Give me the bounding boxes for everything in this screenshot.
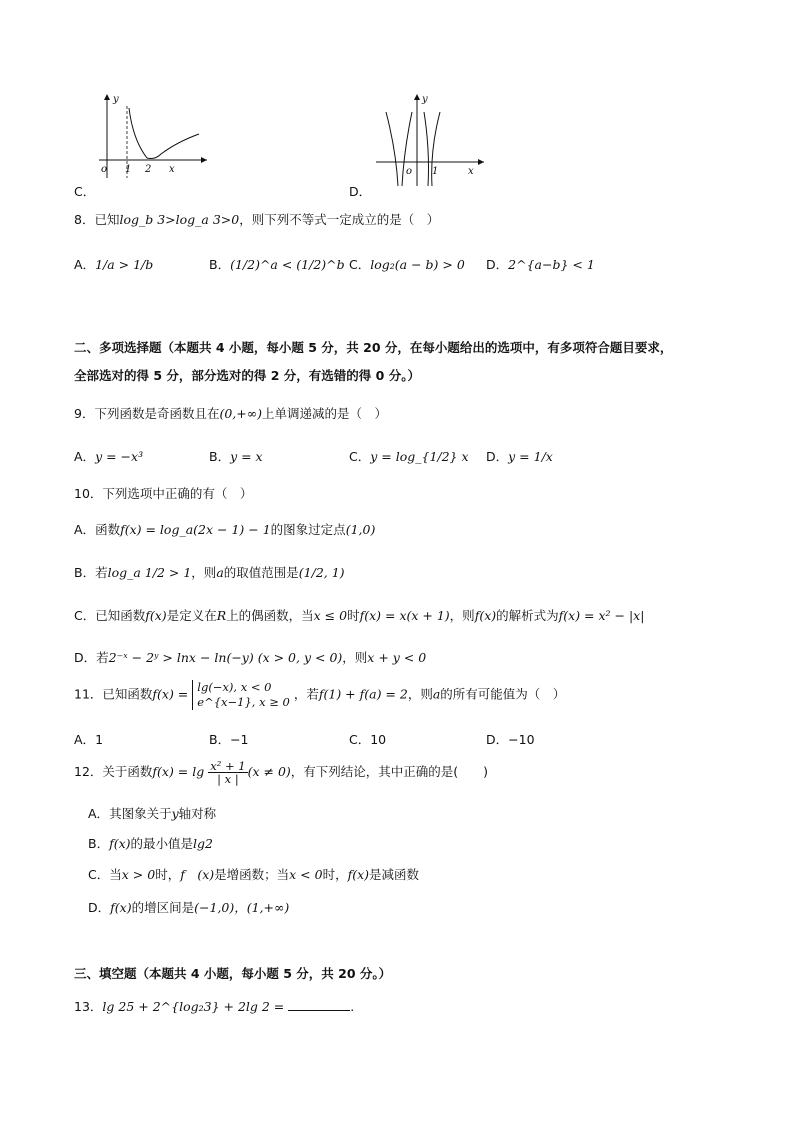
q13-answer-blank[interactable] xyxy=(288,998,350,1011)
q10-option-c: C．已知函数f(x)是定义在R上的偶函数，当x ≤ 0时f(x) = x(x + 1)，则f(x)的解析式为f(x) = x² − |x| xyxy=(74,608,645,623)
q12-option-c: C．当x > 0时，f (x)是增函数；当x < 0时，f(x)是减函数 xyxy=(88,867,420,882)
q12-option-d: D．f(x)的增区间是(−1,0)，(1,+∞) xyxy=(88,900,290,915)
q11-option-c: C．10 xyxy=(349,732,387,747)
q9-option-b: B．y = x xyxy=(209,449,263,464)
q12-fraction: $\frac{\text{x² + 1}}{| x |}$ xyxy=(210,759,246,786)
question-11-stem: 11．已知函数f(x) = lg(−x), x < 0 e^{x−1}, x ≥ 0 ，若f(1) + f(a) = 2，则a的所有可能值为（ ） xyxy=(74,680,566,709)
graph-c-y-label: y xyxy=(113,94,119,105)
q9-option-c: C．y = log_{1/2} x xyxy=(349,449,469,464)
q10-option-d: D．若2⁻ˣ − 2ʸ > lnx − ln(−y) (x > 0, y < 0)，则x + y < 0 xyxy=(74,650,427,665)
graph-d-x-label: x xyxy=(468,166,474,177)
graph-d-tick-1: 1 xyxy=(432,166,439,177)
q10-option-a: A．函数f(x) = log_a(2x − 1) − 1的图象过定点(1,0) xyxy=(74,522,376,537)
graph-c-tick-1: 1 xyxy=(125,164,132,175)
section-2-heading-line-2: 全部选对的得 5 分，部分选对的得 2 分，有选错的得 0 分。） xyxy=(74,368,420,383)
q8-condition: log_b 3>log_a 3>0 xyxy=(119,212,240,227)
q9-option-d: D．y = 1/x xyxy=(486,449,553,464)
question-13: 13．lg 25 + 2^{log₂3} + 2lg 2 = . xyxy=(74,999,355,1014)
q8-option-c: C．log₂(a − b) > 0 xyxy=(349,257,465,272)
q8-option-b: B．(1/2)^a < (1/2)^b xyxy=(209,257,345,272)
graph-d-origin-label: o xyxy=(406,166,413,177)
graph-d-label: D． xyxy=(349,184,372,199)
q11-option-b: B．−1 xyxy=(209,732,249,747)
q11-option-a: A．1 xyxy=(74,732,104,747)
graph-d xyxy=(372,90,492,190)
question-8-stem: 8．已知log_b 3>log_a 3>0，则下列不等式一定成立的是（ ） xyxy=(74,212,440,227)
section-2-heading-line-1: 二、多项选择题（本题共 4 小题，每小题 5 分，共 20 分，在每小题给出的选项中，有多项符合题目要求， xyxy=(74,340,673,355)
q8-option-d: D．2^{a−b} < 1 xyxy=(486,257,595,272)
question-9-stem: 9．下列函数是奇函数且在(0,+∞)上单调递减的是（ ） xyxy=(74,406,388,421)
q12-option-a: A．其图象关于y轴对称 xyxy=(88,806,217,821)
graph-c-tick-2: 2 xyxy=(145,164,152,175)
graph-c-label: C． xyxy=(74,184,96,199)
q12-option-b: B．f(x)的最小值是lg2 xyxy=(88,836,213,851)
graph-d-y-label: y xyxy=(422,94,428,105)
question-12-stem: 12．关于函数f(x) = lg $\frac{\text{x² + 1}}{| x |}$ (x ≠ 0)，有下列结论，其中正确的是( ) xyxy=(74,759,489,786)
graph-c-origin-label: o xyxy=(101,164,108,175)
q11-option-d: D．−10 xyxy=(486,732,535,747)
question-10-stem: 10．下列选项中正确的有（ ） xyxy=(74,486,253,501)
q8-option-a: A．1/a > 1/b xyxy=(74,257,154,272)
q10-option-b: B．若log_a 1/2 > 1，则a的取值范围是(1/2, 1) xyxy=(74,565,345,580)
q9-option-a: A．y = −x³ xyxy=(74,449,144,464)
graph-c xyxy=(95,90,215,180)
q11-piecewise: lg(−x), x < 0 e^{x−1}, x ≥ 0 xyxy=(192,680,290,710)
graph-c-x-label: x xyxy=(169,164,175,175)
section-3-heading: 三、填空题（本题共 4 小题，每小题 5 分，共 20 分。） xyxy=(74,966,392,981)
